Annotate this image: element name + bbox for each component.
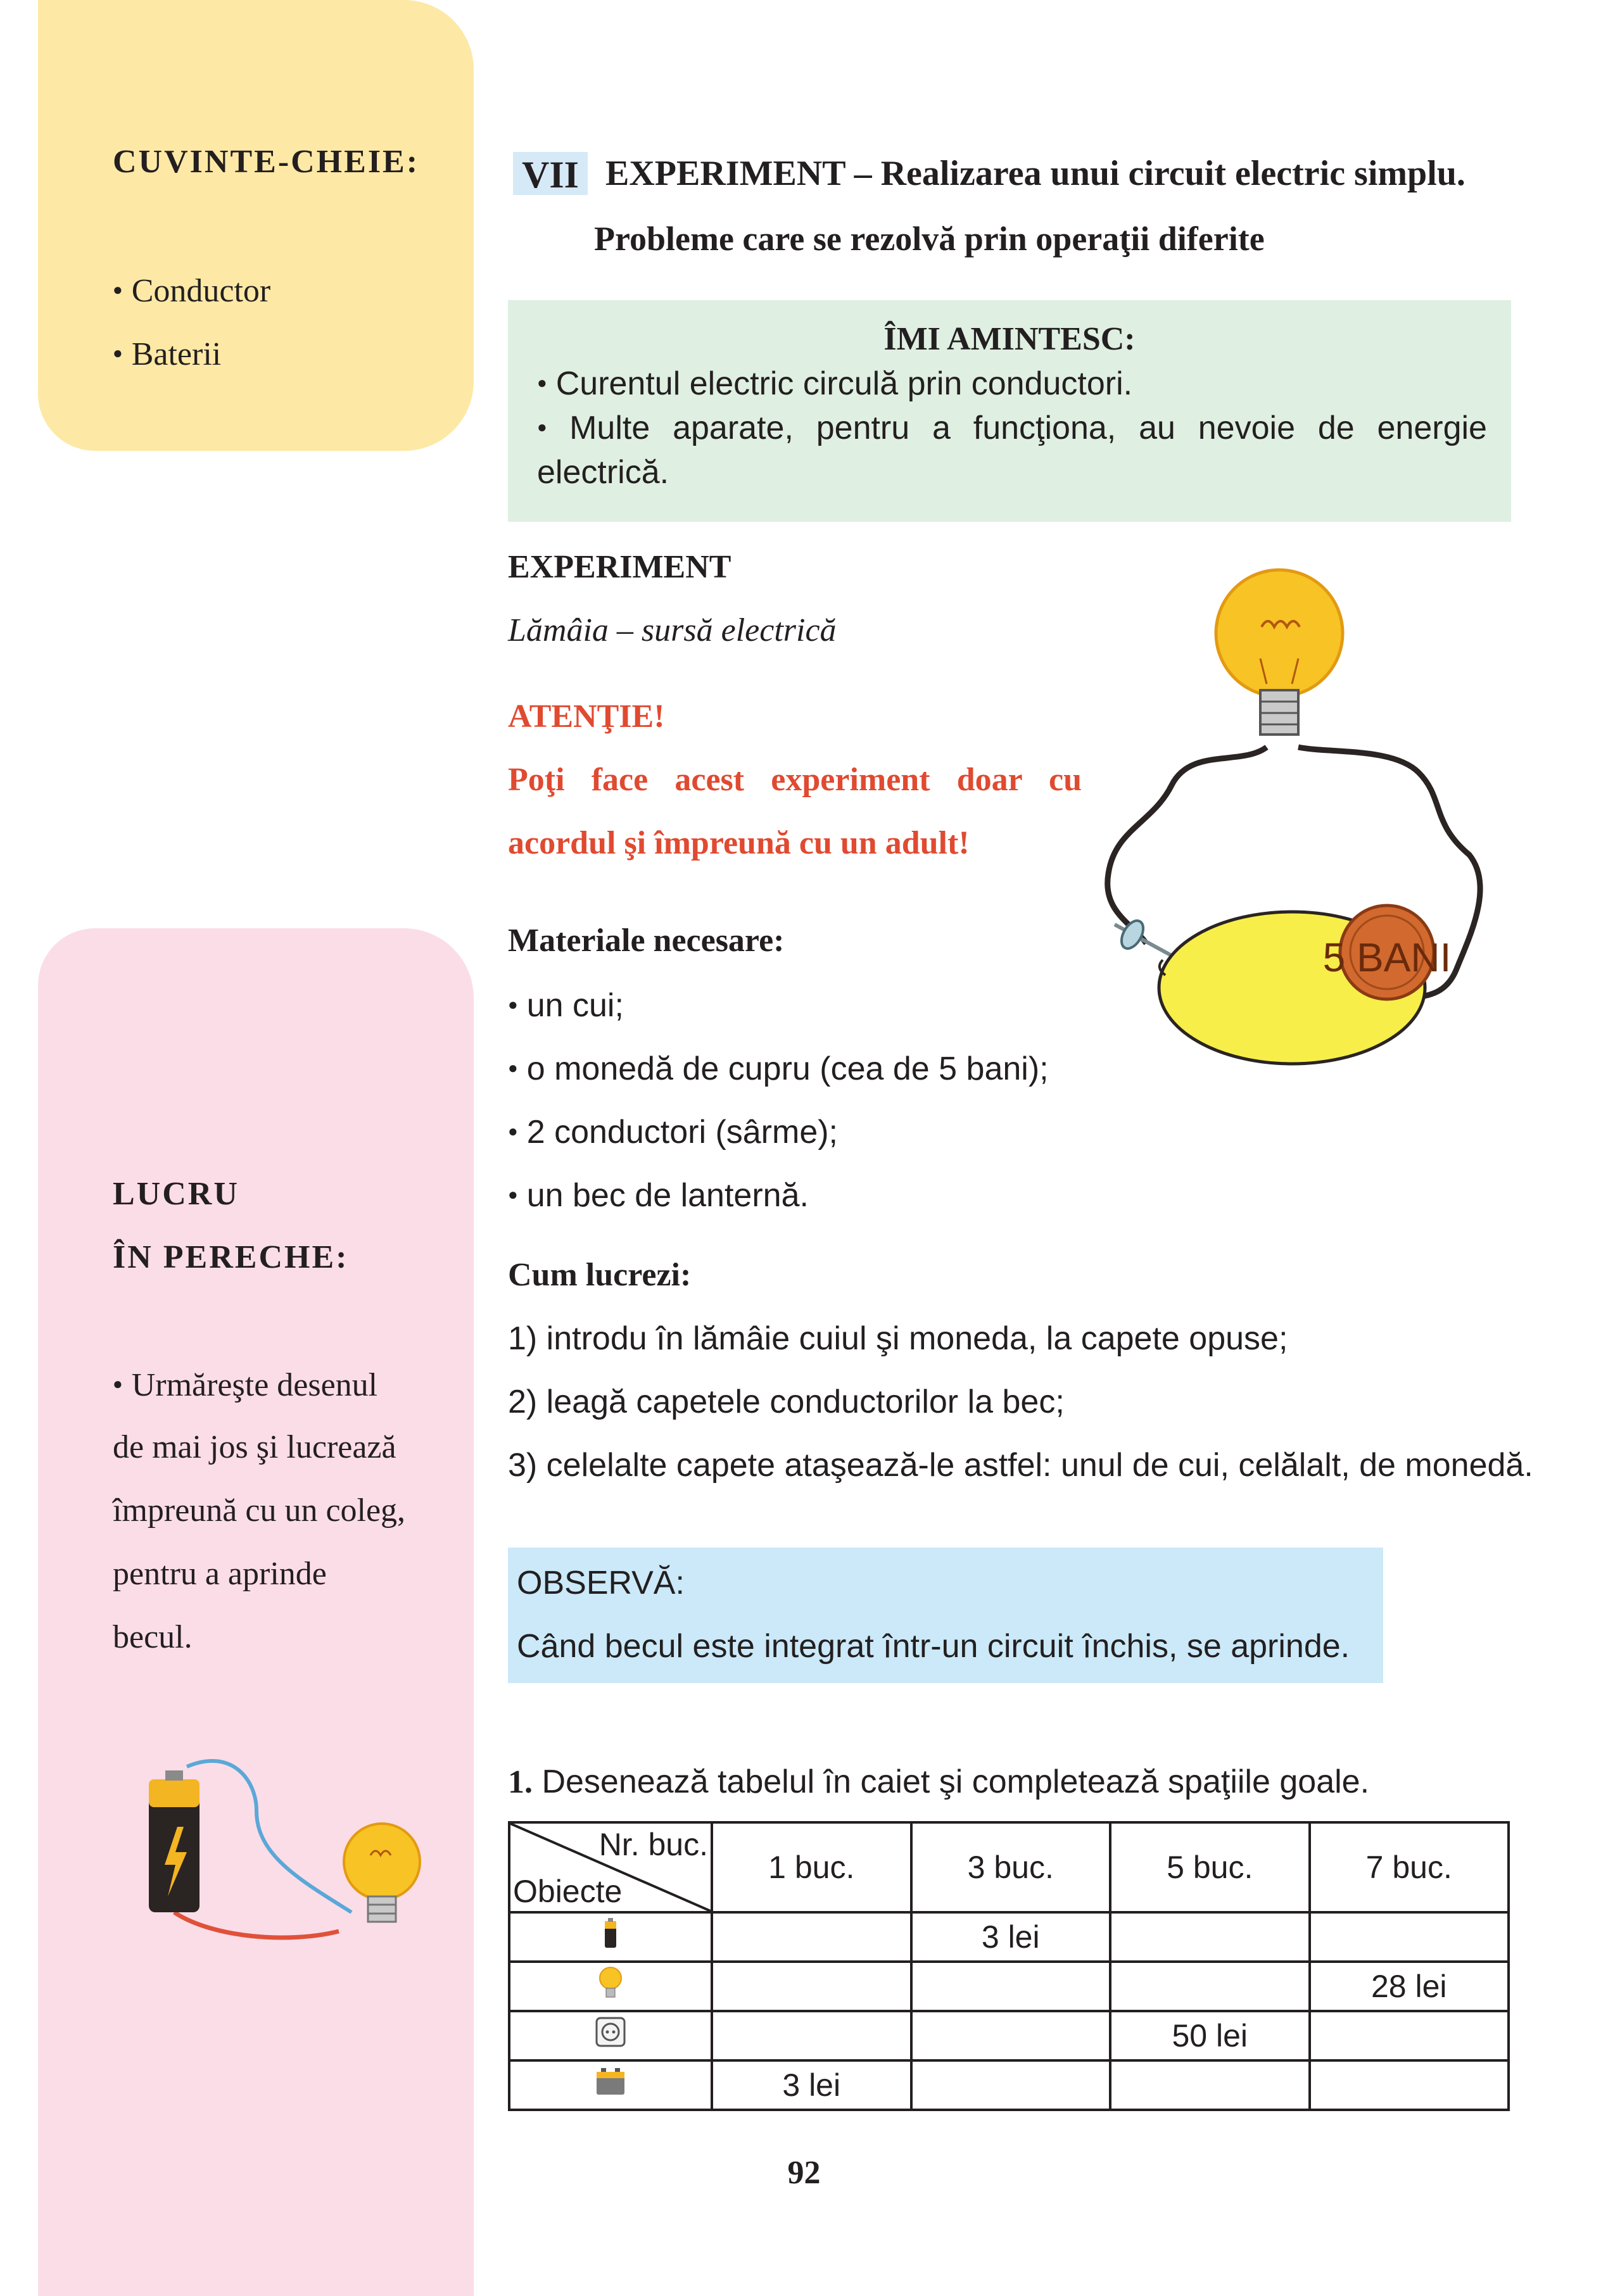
warning-title: ATENŢIE! (508, 698, 665, 735)
table-cell: 28 lei (1310, 1962, 1509, 2011)
pair-work-text-line: ● Urmăreşte desenul (113, 1353, 377, 1417)
table-cell (712, 1912, 911, 1962)
bulb-icon (509, 1962, 712, 2011)
step-item: 2) leagă capetele conductorilor la bec; (508, 1384, 1065, 1420)
experiment-heading: EXPERIMENT (508, 549, 731, 585)
table-cell (911, 2060, 1111, 2110)
sidebar-pair-work-panel (38, 928, 474, 2296)
table-cell (1110, 1912, 1310, 1962)
table-row (509, 1912, 1509, 1962)
unit-badge: VII (513, 152, 588, 195)
sidebar-keywords-panel (38, 0, 474, 451)
pair-work-text-line: becul. (113, 1619, 193, 1655)
reminder-title: ÎMI AMINTESC: (883, 321, 1136, 357)
material-item: ● un cui; (508, 973, 624, 1037)
page-number: 92 (787, 2155, 821, 2191)
table-cell (1110, 2060, 1310, 2110)
table-corner-bottom: Obiecte (513, 1874, 623, 1909)
pair-work-text-line: de mai jos şi lucrează (113, 1429, 396, 1465)
pair-work-heading-line2: ÎN PERECHE: (113, 1239, 349, 1275)
table-cell: 3 lei (712, 2060, 911, 2110)
experiment-subtitle: Lămâia – sursă electrică (508, 612, 837, 648)
battery-icon (509, 1912, 712, 1962)
lesson-subtitle: Probleme care se rezolvă prin operaţii diferite (594, 220, 1265, 258)
table-cell: 50 lei (1110, 2011, 1310, 2060)
table-row (509, 2060, 1509, 2110)
table-cell (712, 2011, 911, 2060)
keywords-heading: CUVINTE-CHEIE: (113, 144, 420, 180)
table-row (509, 1962, 1509, 2011)
table-cell (1310, 2011, 1509, 2060)
exercise-instruction (508, 1763, 1369, 1801)
table-cell: 3 lei (911, 1912, 1111, 1962)
material-item: ● o monedă de cupru (cea de 5 bani); (508, 1036, 1049, 1101)
keyword-item: ● Conductor (113, 258, 270, 323)
reminder-item-continuation: electrică. (537, 454, 669, 491)
table-cell (712, 1962, 911, 2011)
exercise-text: Desenează tabelul în caiet şi completează spaţiile goale. (541, 1763, 1370, 1800)
lesson-title: EXPERIMENT – Realizarea unui circuit electric simplu. (605, 154, 1466, 193)
table-column-header: 1 buc. (712, 1822, 911, 1912)
lemon-battery-illustration (1089, 557, 1495, 1083)
pair-work-text-line: pentru a aprinde (113, 1556, 327, 1592)
material-item: ● 2 conductori (sârme); (508, 1099, 838, 1164)
table-corner-cell (509, 1822, 712, 1912)
table-row (509, 2011, 1509, 2060)
observe-label: OBSERVĂ: (517, 1565, 685, 1601)
table-column-header: 3 buc. (911, 1822, 1111, 1912)
table-column-header: 5 buc. (1110, 1822, 1310, 1912)
table-cell (911, 2011, 1111, 2060)
price-table (508, 1821, 1510, 2111)
coin-label: 5 BANI (1322, 935, 1452, 980)
materials-heading: Materiale necesare: (508, 923, 785, 959)
steps-heading: Cum lucrezi: (508, 1257, 692, 1293)
flat-battery-icon (509, 2060, 712, 2110)
socket-icon (509, 2011, 712, 2060)
pair-work-text-line: împreună cu un coleg, (113, 1492, 406, 1529)
table-corner-top: Nr. buc. (598, 1827, 708, 1862)
step-item: 3) celelalte capete ataşează-le astfel: unul de cui, celălalt, de monedă. (508, 1447, 1533, 1484)
step-item: 1) introdu în lămâie cuiul şi moneda, la capete opuse; (508, 1320, 1288, 1357)
reminder-item: ● Multe aparate, pentru a funcţiona, au nevoie de energie (537, 409, 1487, 447)
table-cell (911, 1962, 1111, 2011)
table-cell (1310, 1912, 1509, 1962)
warning-text-line: acordul şi împreună cu un adult! (508, 825, 970, 861)
keyword-item: ● Baterii (113, 322, 221, 386)
battery-bulb-circuit-illustration (136, 1754, 434, 1963)
table-cell (1310, 2060, 1509, 2110)
table-cell (1110, 1962, 1310, 2011)
pair-work-heading-line1: LUCRU (113, 1176, 239, 1212)
reminder-item: ● Curentul electric circulă prin conductori. (537, 365, 1132, 403)
observe-text: Când becul este integrat într-un circuit închis, se aprinde. (517, 1628, 1350, 1665)
material-item: ● un bec de lanternă. (508, 1163, 809, 1227)
warning-text-line: Poţi face acest experiment doar cu (508, 762, 1082, 798)
table-column-header: 7 buc. (1310, 1822, 1509, 1912)
exercise-number: 1. (508, 1764, 533, 1800)
